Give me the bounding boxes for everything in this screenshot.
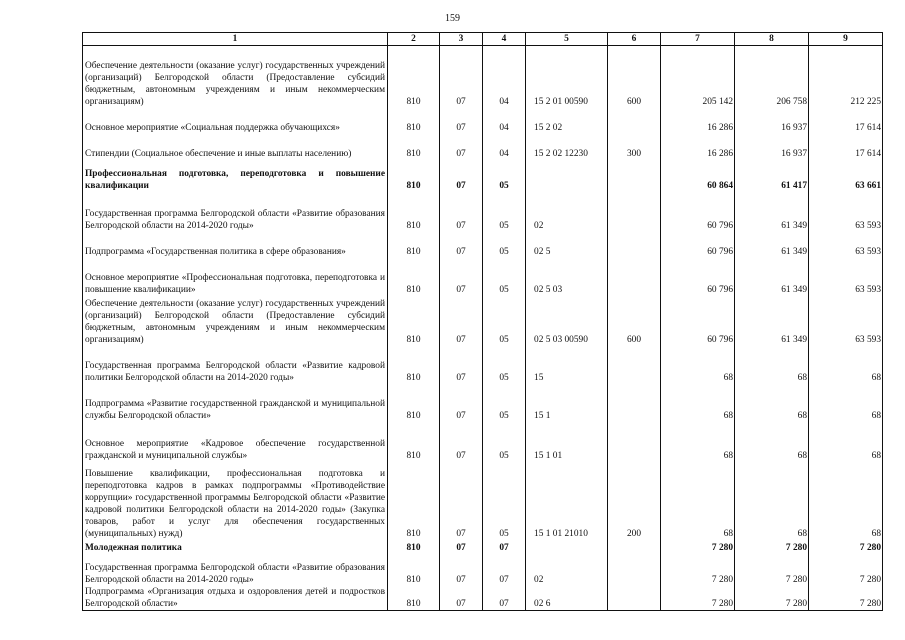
target-article-code: 15 1 01 21010	[526, 462, 608, 540]
amount-col8: 7 280	[735, 554, 809, 586]
table-row	[83, 108, 883, 134]
column-header: 9	[809, 33, 883, 46]
column-header: 7	[661, 33, 735, 46]
row-description: Обеспечение деятельности (оказание услуг) государственных учреждений (организаций) Белгородской области (Предоставление субсидий бюджетным, автономным учреждениям и иным некоммерческим организациям)	[83, 296, 388, 346]
expense-type-code	[608, 540, 661, 554]
table-row	[83, 384, 883, 422]
ministry-code: 810	[388, 462, 440, 540]
table-row	[83, 134, 883, 160]
amount-col8: 61 349	[735, 258, 809, 296]
amount-col8: 206 758	[735, 46, 809, 109]
amount-col9: 7 280	[809, 586, 883, 611]
target-article-code: 02	[526, 192, 608, 232]
ministry-code: 810	[388, 554, 440, 586]
amount-col8: 7 280	[735, 540, 809, 554]
amount-col9: 63 593	[809, 258, 883, 296]
row-description: Государственная программа Белгородской области «Развитие кадровой политики Белгородской области на 2014-2020 годы»	[83, 346, 388, 384]
amount-col7: 205 142	[661, 46, 735, 109]
target-article-code: 15 1	[526, 384, 608, 422]
group-code: 07	[440, 540, 483, 554]
group-code: 07	[440, 422, 483, 462]
amount-col9: 63 593	[809, 192, 883, 232]
expense-type-code: 200	[608, 462, 661, 540]
table-row	[83, 554, 883, 586]
target-article-code: 15	[526, 346, 608, 384]
expense-type-code	[608, 108, 661, 134]
expense-type-code	[608, 258, 661, 296]
subsection-code: 04	[483, 108, 526, 134]
subsection-code: 07	[483, 554, 526, 586]
ministry-code: 810	[388, 296, 440, 346]
amount-col9: 68	[809, 462, 883, 540]
column-header: 4	[483, 33, 526, 46]
amount-col9: 68	[809, 384, 883, 422]
amount-col8: 68	[735, 422, 809, 462]
table-row	[83, 586, 883, 611]
amount-col8: 68	[735, 462, 809, 540]
ministry-code: 810	[388, 384, 440, 422]
group-code: 07	[440, 134, 483, 160]
column-header: 2	[388, 33, 440, 46]
subsection-code: 05	[483, 258, 526, 296]
expense-type-code	[608, 232, 661, 258]
amount-col7: 7 280	[661, 540, 735, 554]
target-article-code: 15 2 01 00590	[526, 46, 608, 109]
amount-col8: 7 280	[735, 586, 809, 611]
subsection-code: 05	[483, 232, 526, 258]
table-row	[83, 192, 883, 232]
table-row	[83, 258, 883, 296]
ministry-code: 810	[388, 134, 440, 160]
expense-type-code	[608, 586, 661, 611]
amount-col8: 16 937	[735, 134, 809, 160]
row-description: Основное мероприятие «Кадровое обеспечение государственной гражданской и муниципальной службы»	[83, 422, 388, 462]
group-code: 07	[440, 232, 483, 258]
group-code: 07	[440, 192, 483, 232]
column-header: 3	[440, 33, 483, 46]
subsection-code: 07	[483, 586, 526, 611]
amount-col7: 60 796	[661, 258, 735, 296]
amount-col7: 68	[661, 462, 735, 540]
amount-col7: 60 796	[661, 296, 735, 346]
amount-col8: 16 937	[735, 108, 809, 134]
group-code: 07	[440, 296, 483, 346]
subsection-code: 04	[483, 46, 526, 109]
subsection-code: 05	[483, 462, 526, 540]
amount-col7: 16 286	[661, 108, 735, 134]
row-description: Повышение квалификации, профессиональная подготовка и переподготовка кадров в рамках подпрограммы «Противодействие коррупции» государственной программы Белгородской области «Развитие кадровой политики Белгородской области на 2014-2020 годы» (Закупка товаров, работ и услуг для обеспечения государственных (муниципальных) нужд)	[83, 462, 388, 540]
table-row	[83, 540, 883, 554]
row-description: Профессиональная подготовка, переподготовка и повышение квалификации	[83, 160, 388, 192]
row-description: Подпрограмма «Развитие государственной гражданской и муниципальной службы Белгородской области»	[83, 384, 388, 422]
row-description: Основное мероприятие «Социальная поддержка обучающихся»	[83, 108, 388, 134]
target-article-code	[526, 540, 608, 554]
amount-col9: 7 280	[809, 540, 883, 554]
amount-col9: 17 614	[809, 134, 883, 160]
amount-col7: 7 280	[661, 554, 735, 586]
subsection-code: 04	[483, 134, 526, 160]
column-header: 6	[608, 33, 661, 46]
ministry-code: 810	[388, 422, 440, 462]
amount-col8: 61 417	[735, 160, 809, 192]
subsection-code: 05	[483, 296, 526, 346]
target-article-code: 02 5 03	[526, 258, 608, 296]
subsection-code: 05	[483, 192, 526, 232]
amount-col7: 68	[661, 384, 735, 422]
page-number: 159	[445, 13, 460, 24]
group-code: 07	[440, 586, 483, 611]
row-description: Обеспечение деятельности (оказание услуг) государственных учреждений (организаций) Белгородской области (Предоставление субсидий бюджетным, автономным учреждениям и иным некоммерческим организациям)	[83, 46, 388, 109]
target-article-code: 15 1 01	[526, 422, 608, 462]
subsection-code: 05	[483, 422, 526, 462]
table-row	[83, 422, 883, 462]
amount-col9: 68	[809, 422, 883, 462]
row-description: Государственная программа Белгородской области «Развитие образования Белгородской области на 2014-2020 годы»	[83, 554, 388, 586]
expense-type-code	[608, 346, 661, 384]
amount-col9: 63 661	[809, 160, 883, 192]
expense-type-code: 600	[608, 46, 661, 109]
amount-col7: 60 864	[661, 160, 735, 192]
subsection-code: 05	[483, 384, 526, 422]
expense-type-code	[608, 160, 661, 192]
target-article-code: 02 6	[526, 586, 608, 611]
ministry-code: 810	[388, 346, 440, 384]
table-row	[83, 232, 883, 258]
amount-col7: 16 286	[661, 134, 735, 160]
amount-col8: 61 349	[735, 232, 809, 258]
target-article-code	[526, 160, 608, 192]
ministry-code: 810	[388, 232, 440, 258]
expense-type-code: 300	[608, 134, 661, 160]
ministry-code: 810	[388, 192, 440, 232]
subsection-code: 05	[483, 160, 526, 192]
table-row	[83, 462, 883, 540]
row-description: Подпрограмма «Организация отдыха и оздоровления детей и подростков Белгородской области»	[83, 586, 388, 611]
expense-type-code	[608, 422, 661, 462]
ministry-code: 810	[388, 160, 440, 192]
row-description: Государственная программа Белгородской области «Развитие образования Белгородской области на 2014-2020 годы»	[83, 192, 388, 232]
subsection-code: 05	[483, 346, 526, 384]
row-description: Подпрограмма «Государственная политика в сфере образования»	[83, 232, 388, 258]
amount-col8: 61 349	[735, 192, 809, 232]
amount-col9: 68	[809, 346, 883, 384]
group-code: 07	[440, 108, 483, 134]
amount-col8: 68	[735, 346, 809, 384]
amount-col9: 17 614	[809, 108, 883, 134]
amount-col8: 61 349	[735, 296, 809, 346]
amount-col7: 60 796	[661, 192, 735, 232]
expense-type-code: 600	[608, 296, 661, 346]
column-header: 8	[735, 33, 809, 46]
expense-type-code	[608, 384, 661, 422]
group-code: 07	[440, 160, 483, 192]
table-row	[83, 346, 883, 384]
amount-col8: 68	[735, 384, 809, 422]
amount-col9: 63 593	[809, 232, 883, 258]
group-code: 07	[440, 462, 483, 540]
amount-col7: 68	[661, 422, 735, 462]
target-article-code: 02 5	[526, 232, 608, 258]
amount-col7: 7 280	[661, 586, 735, 611]
group-code: 07	[440, 554, 483, 586]
ministry-code: 810	[388, 258, 440, 296]
row-description: Основное мероприятие «Профессиональная подготовка, переподготовка и повышение квалификации»	[83, 258, 388, 296]
row-description: Молодежная политика	[83, 540, 388, 554]
amount-col7: 60 796	[661, 232, 735, 258]
group-code: 07	[440, 46, 483, 109]
amount-col9: 63 593	[809, 296, 883, 346]
amount-col9: 212 225	[809, 46, 883, 109]
budget-table	[82, 32, 883, 611]
target-article-code: 15 2 02	[526, 108, 608, 134]
amount-col7: 68	[661, 346, 735, 384]
ministry-code: 810	[388, 108, 440, 134]
target-article-code: 15 2 02 12230	[526, 134, 608, 160]
group-code: 07	[440, 384, 483, 422]
table-header-row	[83, 33, 883, 46]
group-code: 07	[440, 258, 483, 296]
table-row	[83, 46, 883, 109]
target-article-code: 02	[526, 554, 608, 586]
row-description: Стипендии (Социальное обеспечение и иные выплаты населению)	[83, 134, 388, 160]
amount-col9: 7 280	[809, 554, 883, 586]
column-header: 5	[526, 33, 608, 46]
group-code: 07	[440, 346, 483, 384]
target-article-code: 02 5 03 00590	[526, 296, 608, 346]
ministry-code: 810	[388, 540, 440, 554]
column-header: 1	[83, 33, 388, 46]
subsection-code: 07	[483, 540, 526, 554]
table-row	[83, 296, 883, 346]
expense-type-code	[608, 192, 661, 232]
table-row	[83, 160, 883, 192]
ministry-code: 810	[388, 586, 440, 611]
expense-type-code	[608, 554, 661, 586]
ministry-code: 810	[388, 46, 440, 109]
